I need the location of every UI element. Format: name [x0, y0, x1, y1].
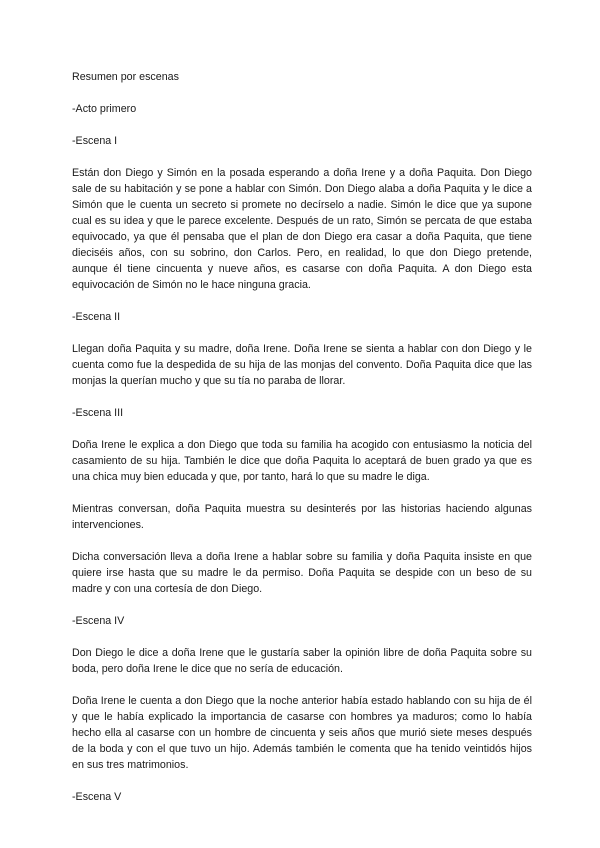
scene-paragraph: Dicha conversación lleva a doña Irene a hablar sobre su familia y doña Paquita insiste en que quiere irse hasta que su madre le da permiso. Doña Paquita se despide con un beso de su madre y con una cortesía de don Diego.: [72, 551, 532, 595]
scene-paragraph: Están don Diego y Simón en la posada esperando a doña Irene y a doña Paquita. Don Diego sale de su habitación y se pone a hablar con Simón. Don Diego alaba a doña Paquita y le dice a Simón que le cuenta un secreto si promete no decírselo a nadie. Simón le dice que ya supone cual es su idea y que le parece excelente. Después de un rato, Simón se percata de que estaba equivocado, ya que él pensaba que el plan de don Diego era casar a doña Paquita, que tiene dieciséis años, con su sobrino, don Carlos. Pero, en realidad, lo que don Diego pretende, aunque él tiene cincuenta y nueve años, es casarse con doña Paquita. A don Diego esta equivocación de Simón no le hace ninguna gracia.: [72, 167, 532, 291]
scene-paragraph: Mientras conversan, doña Paquita muestra su desinterés por las historias haciendo algunas intervenciones.: [72, 503, 532, 531]
scene-heading: -Escena V: [72, 791, 122, 803]
scene-heading: -Escena IV: [72, 615, 125, 627]
scene-paragraph: Doña Irene le cuenta a don Diego que la noche anterior había estado hablando con su hija de él y que le había explicado la importancia de casarse con hombres ya maduros; como lo había hecho ella al casarse con un hombre de cincuenta y seis años que murió siete meses después de la boda y con el que tuvo un hijo. Además también le comenta que ha tenido veintidós hijos en sus tres matrimonios.: [72, 695, 532, 771]
scene-heading: -Escena III: [72, 407, 124, 419]
scene-paragraph: Don Diego le dice a doña Irene que le gustaría saber la opinión libre de doña Paquita sobre su boda, pero doña Irene le dice que no sería de educación.: [72, 647, 532, 675]
document-body: [72, 69, 532, 821]
scene-paragraph: Doña Irene le explica a don Diego que toda su familia ha acogido con entusiasmo la noticia del casamiento de su hija. También le dice que doña Paquita lo aceptará de buen grado ya que es una chica muy bien educada y que, por tanto, hará lo que su madre le diga.: [72, 439, 532, 483]
scene-paragraph: Llegan doña Paquita y su madre, doña Irene. Doña Irene se sienta a hablar con don Diego y le cuenta como fue la despedida de su hija de las monjas del convento. Doña Paquita dice que las monjas la querían mucho y que su tía no paraba de llorar.: [72, 343, 532, 387]
scene-heading: -Escena II: [72, 311, 121, 323]
scene-heading: -Escena I: [72, 135, 118, 147]
act-heading: -Acto primero: [72, 103, 137, 115]
document-title: Resumen por escenas: [72, 71, 179, 83]
